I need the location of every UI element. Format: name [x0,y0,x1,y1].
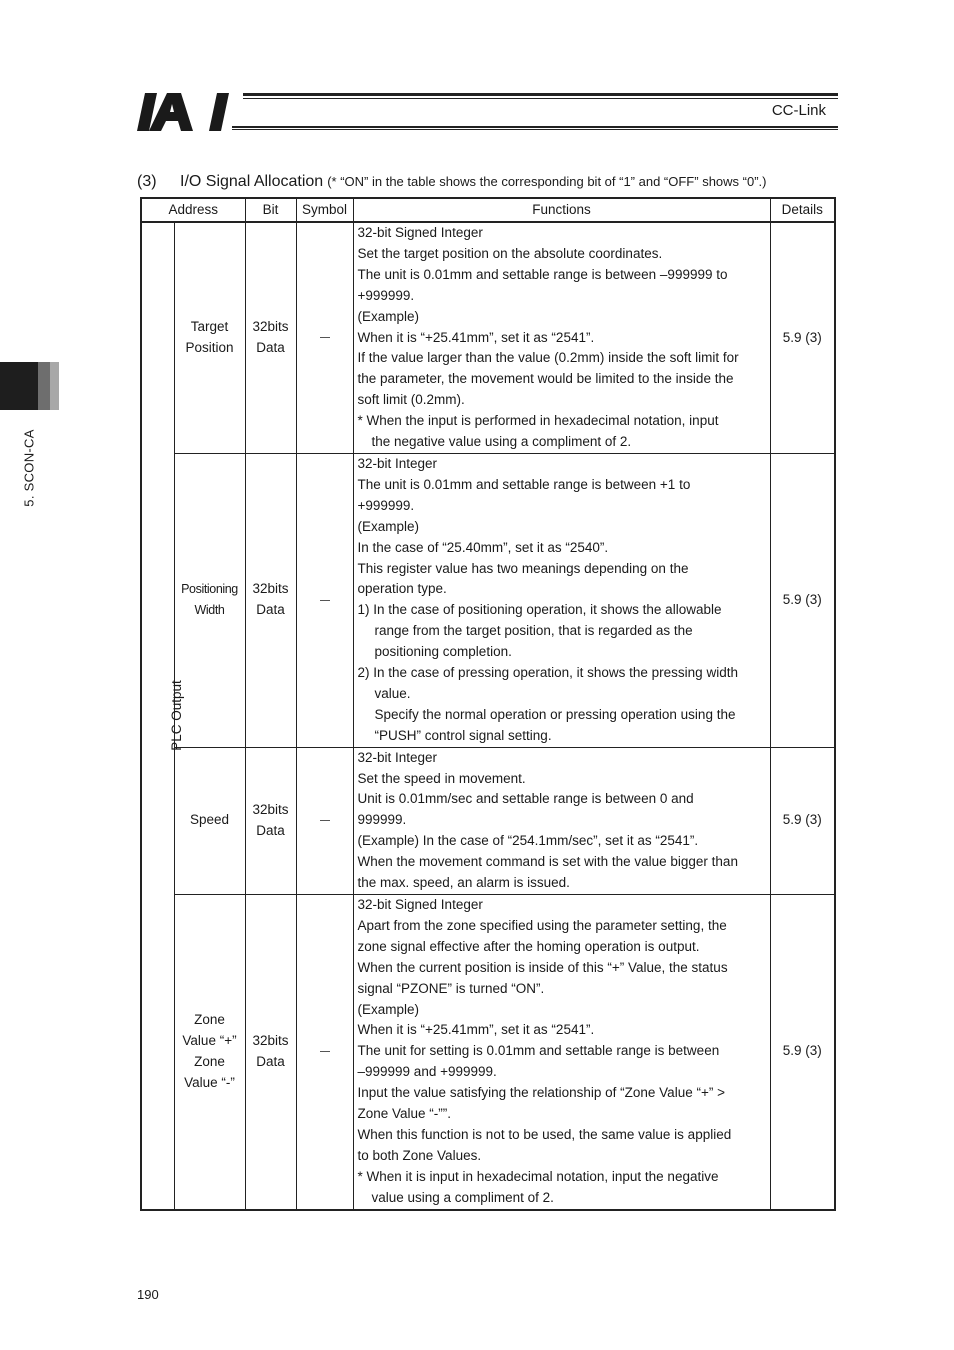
function-line: The unit for setting is 0.01mm and settable range is between [357,1043,720,1059]
address-name-line: Zone [194,1011,225,1027]
function-line: When the movement command is set with the value bigger than [357,854,738,870]
function-line: The unit is 0.01mm and settable range is between +1 to [357,476,691,492]
symbol-cell [296,222,353,453]
bit-line: Data [256,339,285,355]
function-line: (Example) In the case of “254.1mm/sec”, set it as “2541”. [357,833,699,849]
address-name-line: Value “+” [182,1032,237,1048]
plc-output-label: PLC Output [168,680,184,752]
details-cell: 5.9 (3) [770,453,835,747]
address-name-cell [174,222,245,453]
details-cell: 5.9 (3) [770,222,835,453]
functions-cell [353,747,770,894]
function-line: 32-bit Integer [357,749,438,765]
bit-line: 32bits [252,801,289,817]
symbol-cell [296,895,353,1210]
symbol-dash [320,1051,330,1052]
address-name-line: Value “-” [184,1074,235,1090]
function-line: When it is “+25.41mm”, set it as “2541”. [357,329,595,345]
header-section-label: CC-Link [771,102,826,119]
header-details: Details [770,198,835,222]
chapter-tab-marker-light [50,362,59,410]
function-line: When it is “+25.41mm”, set it as “2541”. [357,1022,595,1038]
table-row [141,895,835,1210]
io-signal-table [140,197,836,1211]
function-line: In the case of “25.40mm”, set it as “2540”. [357,539,609,555]
table-row [141,453,835,747]
bit-cell [245,895,296,1210]
function-line: +999999. [357,287,415,303]
address-name-line: Width [194,603,225,618]
function-line: operation type. [357,581,447,597]
function-line: to both Zone Values. [357,1147,482,1163]
function-line: –999999 and +999999. [357,1064,497,1080]
function-note-line: the negative value using a compliment of 2. [371,434,632,450]
function-note-line: * When the input is performed in hexadecimal notation, input [357,413,719,429]
function-note-line: * When it is input in hexadecimal notation, input the negative [357,1168,719,1184]
symbol-dash [320,337,330,338]
function-line: 999999. [357,812,407,828]
function-line: Input the value satisfying the relationship of “Zone Value “+” > [357,1085,725,1101]
header-functions: Functions [353,198,770,222]
function-line: 32-bit Signed Integer [357,897,483,912]
chapter-tab-marker [0,362,38,410]
address-name-cell [174,895,245,1210]
page-number: 190 [137,1287,159,1302]
function-line: Zone Value “-””. [357,1106,452,1122]
function-line: zone signal effective after the homing operation is output. [357,938,700,954]
functions-cell [353,453,770,747]
symbol-dash [320,820,330,821]
chapter-tab-label: 5. SCON-CA [21,429,37,507]
address-name-line: Speed [189,812,230,828]
function-line: Set the speed in movement. [357,770,526,786]
function-line: When this function is not to be used, the same value is applied [357,1126,732,1142]
bit-line: Data [256,822,285,838]
chapter-tab-marker-shade [38,362,50,410]
header-rule-bottom-thin [232,129,838,130]
function-line: Unit is 0.01mm/sec and settable range is between 0 and [357,791,694,807]
functions-cell [353,895,770,1210]
details-cell: 5.9 (3) [770,747,835,894]
address-name-cell [174,747,245,894]
function-line: Specify the normal operation or pressing operation using the [374,706,736,722]
function-line: Set the target position on the absolute coordinates. [357,245,663,261]
bit-line: 32bits [252,581,289,597]
function-line: the max. speed, an alarm is issued. [357,875,570,891]
function-line: positioning completion. [374,644,512,660]
function-line: The unit is 0.01mm and settable range is between –999999 to [357,266,728,282]
iai-logo [137,93,237,131]
header-symbol: Symbol [296,198,353,222]
symbol-dash [320,600,330,601]
header-address: Address [141,198,245,222]
bit-line: Data [256,602,285,618]
address-name-line: Zone [194,1053,225,1069]
function-line: Apart from the zone specified using the parameter setting, the [357,917,727,933]
symbol-cell [296,747,353,894]
address-name-line: Positioning [181,582,238,597]
bit-line: Data [256,1053,285,1069]
function-note-line: value using a compliment of 2. [371,1189,554,1205]
header-bit: Bit [245,198,296,222]
bit-cell [245,222,296,453]
address-name-line: Position [185,339,234,355]
function-line: (Example) [357,308,420,324]
bit-cell [245,747,296,894]
function-line: 32-bit Integer [357,455,438,471]
function-line: When the current position is inside of this “+” Value, the status [357,959,728,975]
header-rule-top-thin [243,98,838,99]
function-line: (Example) [357,518,420,534]
function-line: This register value has two meanings depending on the [357,560,689,576]
function-line: If the value larger than the value (0.2mm) inside the soft limit for [357,350,739,366]
function-line: (Example) [357,1001,420,1017]
function-line: 1) In the case of positioning operation, it shows the allowable [357,602,722,618]
plc-output-group-cell [141,222,184,1210]
functions-cell [353,222,770,453]
function-line: 2) In the case of pressing operation, it shows the pressing width [357,665,738,681]
function-line: value. [374,685,411,701]
function-line: “PUSH” control signal setting. [374,727,552,743]
section-heading [137,173,766,191]
function-line: +999999. [357,497,415,513]
section-number: (3) [137,173,157,190]
bit-line: 32bits [252,319,289,335]
header-rule-top [243,93,838,96]
function-line: 32-bit Signed Integer [357,225,483,240]
details-cell: 5.9 (3) [770,895,835,1210]
function-line: soft limit (0.2mm). [357,392,465,408]
table-header-row [141,198,835,222]
address-name-line: Target [190,319,229,335]
function-line: the parameter, the movement would be limited to the inside the [357,371,734,387]
bit-line: 32bits [252,1032,289,1048]
header-rule-bottom [232,126,838,128]
section-note: (* “ON” in the table shows the corresponding bit of “1” and “OFF” shows “0”.) [327,174,767,189]
table-row [141,747,835,894]
table-row [141,222,835,453]
function-line: range from the target position, that is regarded as the [374,623,693,639]
symbol-cell [296,453,353,747]
bit-cell [245,453,296,747]
section-title: I/O Signal Allocation [180,173,324,190]
function-line: signal “PZONE” is turned “ON”. [357,980,545,996]
